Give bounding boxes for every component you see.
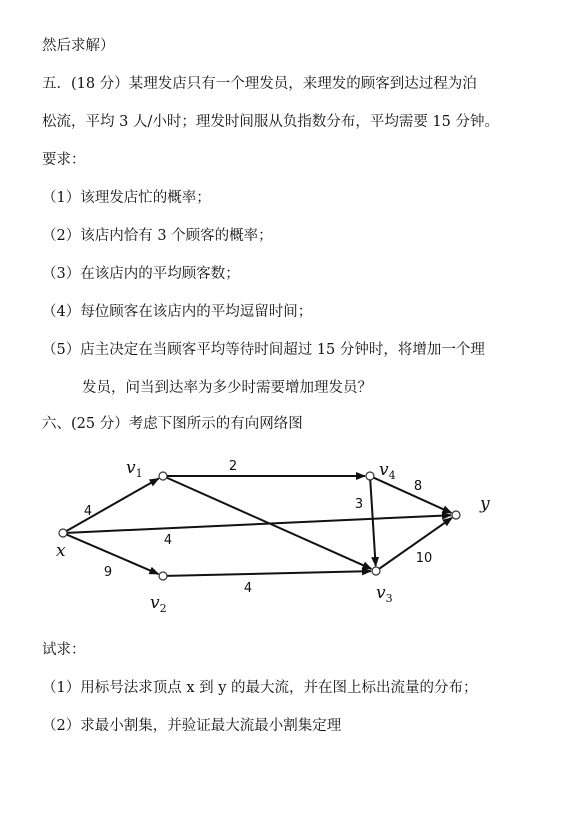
edge-v1-v3 xyxy=(167,478,372,569)
edge-capacity-v4-v3: 3 xyxy=(354,497,364,512)
text-line-continuation: 然后求解） xyxy=(42,38,115,54)
node-label-v2: $v_2$ xyxy=(150,593,167,615)
task-1: （1）用标号法求顶点 x 到 y 的最大流，并在图上标出流量的分布； xyxy=(42,680,478,696)
edge-capacity-v1-v4: 2 xyxy=(228,459,238,474)
node-label-v3: $v_3$ xyxy=(376,583,393,605)
question-5-item-3: （3）在该店内的平均顾客数； xyxy=(42,266,240,282)
question-5-heading: 五．(18 分）某理发店只有一个理发员，来理发的顾客到达过程为泊 xyxy=(42,76,477,92)
node-label-y: y xyxy=(480,494,490,514)
question-5-text: 松流，平均 3 人/小时；理发时间服从负指数分布，平均需要 15 分钟。 xyxy=(42,114,499,130)
edge-x-v2 xyxy=(67,535,159,574)
node-label-v4: $v_4$ xyxy=(379,460,396,482)
edge-capacity-x-v2: 9 xyxy=(103,565,113,580)
edge-v4-v3 xyxy=(370,480,375,566)
node-v3 xyxy=(372,567,380,575)
question-5-item-4: （4）每位顾客在该店内的平均逗留时间； xyxy=(42,304,313,320)
edge-v4-y xyxy=(374,478,452,513)
question-5-item-2: （2）该店内恰有 3 个顾客的概率； xyxy=(42,228,273,244)
node-label-x: x xyxy=(56,541,66,561)
edge-capacity-v4-y: 8 xyxy=(413,479,423,494)
question-5-item-5-cont: 发员，问当到达率为多少时需要增加理发员？ xyxy=(82,380,372,396)
edge-capacity-v3-y: 10 xyxy=(415,551,433,566)
question-6-heading: 六、(25 分）考虑下图所示的有向网络图 xyxy=(42,416,303,432)
node-v4 xyxy=(366,472,374,480)
edge-capacity-x-v1: 4 xyxy=(83,504,93,519)
node-v2 xyxy=(159,572,167,580)
node-y xyxy=(452,511,460,519)
question-5-item-5: （5）店主决定在当顾客平均等待时间超过 15 分钟时，将增加一个理 xyxy=(42,342,485,358)
node-v1 xyxy=(159,472,167,480)
task-2: （2）求最小割集，并验证最大流最小割集定理 xyxy=(42,718,342,734)
node-x xyxy=(59,529,67,537)
network-graph xyxy=(0,440,571,630)
edge-x-v1 xyxy=(66,478,158,531)
node-label-v1: $v_1$ xyxy=(126,458,143,480)
tasks-label: 试求： xyxy=(42,642,86,658)
edge-capacity-v2-v3: 4 xyxy=(243,581,253,596)
edge-capacity-x-y: 4 xyxy=(163,533,173,548)
edge-v2-v3 xyxy=(167,571,371,576)
requirements-label: 要求： xyxy=(42,152,86,168)
question-5-item-1: （1）该理发店忙的概率； xyxy=(42,190,211,206)
